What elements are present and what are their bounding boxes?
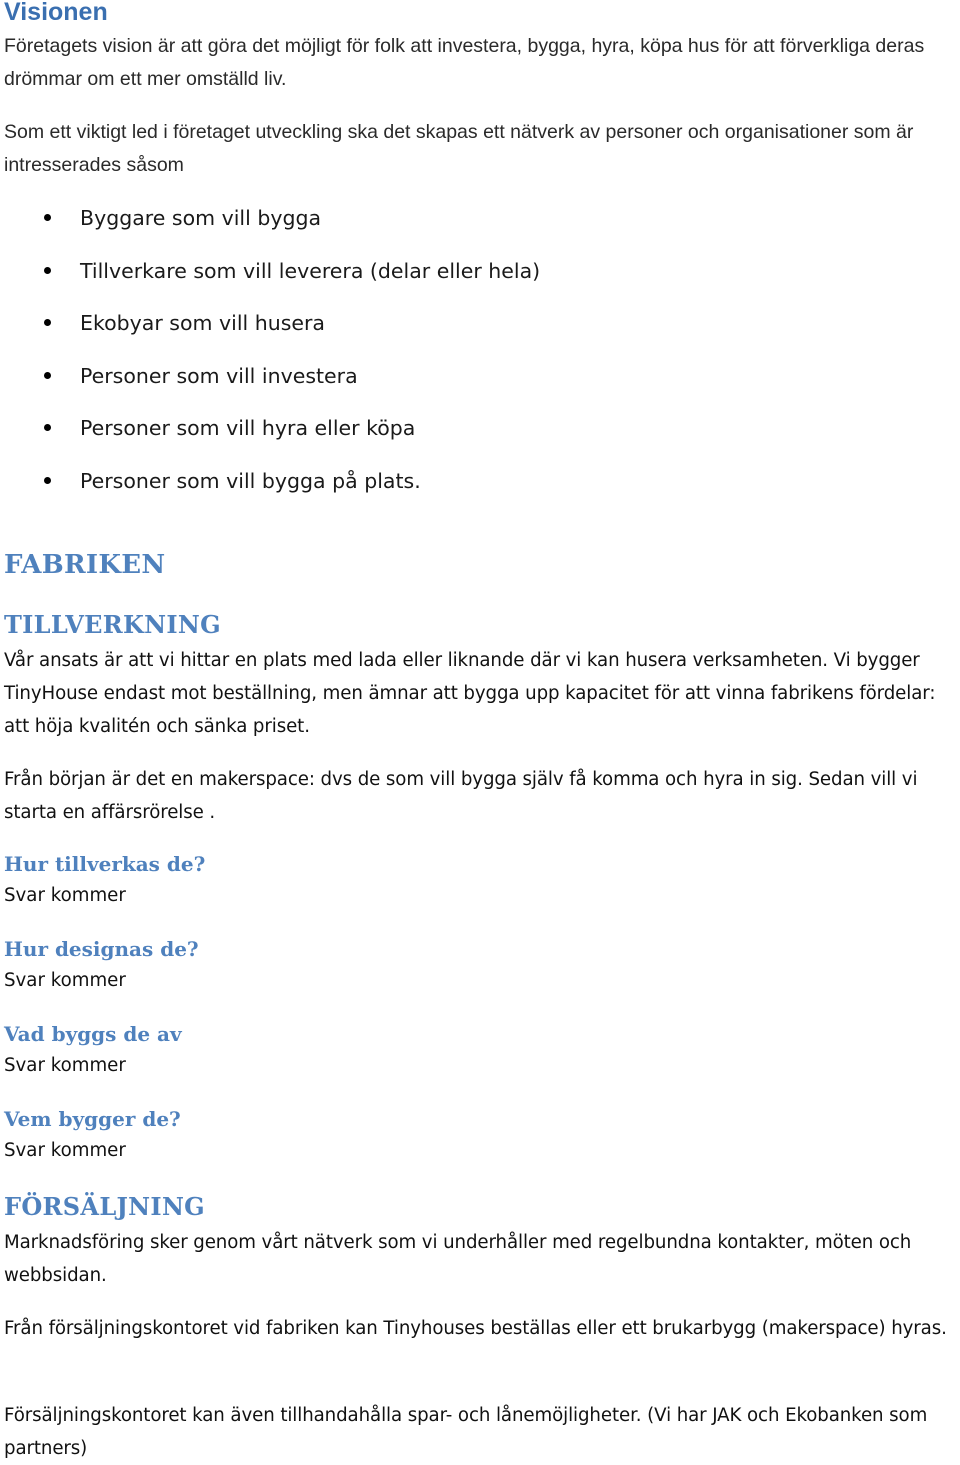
question-heading: Vad byggs de av [4,1022,182,1046]
vision-heading: Visionen [4,0,108,26]
bullet-icon [44,424,51,431]
fabriken-heading: FABRIKEN [4,550,166,580]
forsaljning-paragraph-2: Från försäljningskontoret vid fabriken kan Tinyhouses beställas eller ett brukarbygg (makerspace) hyras. [4,1318,947,1339]
list-item: Ekobyar som vill husera [4,303,540,356]
forsaljning-paragraph-3: Försäljningskontoret kan även tillhandahålla spar- och lånemöjligheter. (Vi har JAK och Ekobanken som partners) [4,1405,928,1459]
answer-text: Svar kommer [4,970,126,991]
tillverkning-paragraph-1: Vår ansats är att vi hittar en plats med lada eller liknande där vi kan husera verksamheten. Vi bygger TinyHouse endast mot beställning, men ämnar att bygga upp kapacitet för att vinna fabrikens fördelar: att höja kvalitén och sänka priset. [4,650,936,737]
answer-text: Svar kommer [4,1140,126,1161]
bullet-icon [44,214,51,221]
stakeholder-list [4,198,540,513]
vision-paragraph-1: Företagets vision är att göra det möjligt för folk att investera, bygga, hyra, köpa hus för att förverkliga deras drömmar om ett mer omställd liv. [4,35,925,90]
forsaljning-heading: FÖRSÄLJNING [4,1192,205,1221]
list-item: Tillverkare som vill leverera (delar eller hela) [4,251,540,304]
tillverkning-heading: TILLVERKNING [4,610,221,639]
list-item: Byggare som vill bygga [4,198,540,251]
bullet-icon [44,267,51,274]
bullet-icon [44,319,51,326]
forsaljning-paragraph-1: Marknadsföring sker genom vårt nätverk som vi underhåller med regelbundna kontakter, möten och webbsidan. [4,1232,912,1286]
list-item: Personer som vill bygga på plats. [4,461,540,514]
answer-text: Svar kommer [4,885,126,906]
question-heading: Hur designas de? [4,937,199,961]
bullet-icon [44,372,51,379]
answer-text: Svar kommer [4,1055,126,1076]
bullet-icon [44,477,51,484]
vision-paragraph-2: Som ett viktigt led i företaget utveckling ska det skapas ett nätverk av personer och organisationer som är intresserades såsom [4,121,914,176]
tillverkning-paragraph-2: Från början är det en makerspace: dvs de som vill bygga själv få komma och hyra in sig. Sedan vill vi starta en affärsrörelse . [4,769,918,823]
list-item: Personer som vill hyra eller köpa [4,408,540,461]
question-heading: Hur tillverkas de? [4,852,206,876]
list-item: Personer som vill investera [4,356,540,409]
question-heading: Vem bygger de? [4,1107,181,1131]
